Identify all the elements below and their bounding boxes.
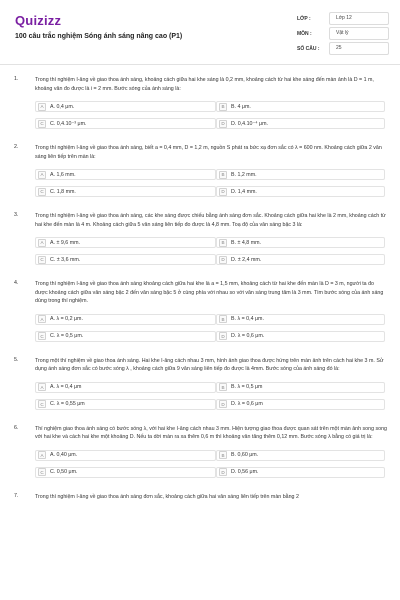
answer-option-d[interactable] (216, 186, 385, 197)
answer-option-a[interactable] (35, 169, 216, 180)
option-text: B. λ = 0,4 μm. (231, 316, 264, 322)
option-letter-badge: C (38, 120, 46, 128)
answer-options (35, 169, 388, 197)
answer-option-c[interactable] (35, 186, 216, 197)
answer-options (35, 237, 388, 265)
answer-option-b[interactable] (216, 314, 385, 325)
option-letter-badge: D (219, 120, 227, 128)
answer-option-c[interactable] (35, 254, 216, 265)
option-letter-badge: A (38, 103, 46, 111)
answer-option-a[interactable] (35, 237, 216, 248)
option-text: A. λ = 0,2 μm. (50, 316, 83, 322)
option-letter-badge: B (219, 171, 227, 179)
option-letter-badge: D (219, 400, 227, 408)
question-item (0, 144, 400, 197)
answer-option-a[interactable] (35, 101, 216, 112)
question-text: Trong thí nghiệm I-âng về giao thoa ánh sáng, biết a = 0,4 mm, D = 1,2 m, nguồn S phát ra bức xạ đơn sắc có λ = 600 nm. Khoảng cách giữa 2 vân sáng liên tiếp trên màn là: (35, 145, 382, 160)
answer-option-a[interactable] (35, 382, 216, 393)
option-text: C. λ = 0,5 μm. (50, 333, 84, 339)
option-text: C. 1,8 mm. (50, 188, 76, 195)
question-item (0, 493, 400, 502)
question-item (0, 357, 400, 410)
answer-options (35, 450, 388, 478)
answer-options (35, 101, 388, 129)
option-text: D. λ = 0,6 μm (231, 401, 263, 407)
option-text: A. 0,40 μm. (50, 452, 78, 458)
answer-option-d[interactable] (216, 118, 385, 129)
question-text: Trong thí nghiệm I-âng về giao thoa ánh sáng, khoảng cách giữa hai khe sáng là 0,2 mm, khoảng cách từ hai khe sáng đến màn ảnh là D = 1 m, khoảng vân đo được là i = 2 mm. Bước sóng của ánh sáng là: (35, 77, 374, 92)
subject-label: MÔN : (297, 30, 312, 37)
answer-option-b[interactable] (216, 382, 385, 393)
meta-panel (297, 11, 389, 56)
question-number: 3. (14, 212, 19, 218)
answer-option-d[interactable] (216, 331, 385, 342)
answer-option-c[interactable] (35, 399, 216, 410)
answer-option-a[interactable] (35, 450, 216, 461)
option-text: A. 0,4 μm. (50, 103, 75, 110)
option-letter-badge: B (219, 103, 227, 111)
option-letter-badge: B (219, 239, 227, 247)
option-letter-badge: C (38, 188, 46, 196)
quizizz-logo: Quizizz (15, 13, 62, 28)
worksheet-header (0, 0, 400, 65)
question-text: Trong thí nghiệm I-âng về giao thoa ánh sáng, các khe sáng được chiếu bằng ánh sáng đơn sắc. Khoảng cách giữa hai khe là 2 mm, khoảng cách từ hai khe đến màn là 4 m. Khoảng cách giữa 5 vân sáng liên tiếp đo được là 4,8 mm. Toạ độ của vân sáng bậc 3 là: (35, 213, 386, 228)
class-label: LỚP : (297, 15, 311, 22)
option-letter-badge: A (38, 315, 46, 323)
question-text: Thí nghiệm giao thoa ánh sáng có bước sóng λ, với hai khe I-âng cách nhau 3 mm. Hiện tượng giao thoa được quan sát trên một màn ảnh song song với hai khe và cách hai khe một khoảng D. Nếu ta dời màn ra xa thêm 0,6 m thì khoảng vân tăng thêm 0,12 mm. Bước sóng λ bằng có giá trị là: (35, 425, 387, 440)
option-text: B. 4 μm. (231, 103, 251, 110)
question-item (0, 425, 400, 478)
answer-option-b[interactable] (216, 237, 385, 248)
option-letter-badge: D (219, 256, 227, 264)
question-text: Trong thí nghiệm I-âng về giao thoa ánh sáng khoảng cách giữa hai khe là a = 1,5 mm, khoảng cách từ hai khe đến màn là D = 3 m, người ta đo được khoảng cách giữa vân sáng bậc 2 đến vân sáng bậc 5 ở cùng phía với nhau so với vân sáng trung tâm là 3 mm. Tìm bước sóng của ánh sáng dùng trong thí nghiệm. (35, 281, 384, 304)
option-text: B. ± 4,8 mm. (231, 239, 261, 246)
question-item (0, 280, 400, 342)
option-letter-badge: C (38, 468, 46, 476)
option-letter-badge: A (38, 239, 46, 247)
answer-option-a[interactable] (35, 314, 216, 325)
answer-options (35, 382, 388, 410)
answer-option-c[interactable] (35, 118, 216, 129)
option-text: C. 0,4.10⁻³ μm. (50, 120, 87, 127)
option-text: D. 0,56 μm. (231, 469, 259, 475)
answer-option-b[interactable] (216, 169, 385, 180)
option-text: C. λ = 0,55 μm (50, 401, 85, 407)
option-text: A. ± 9,6 mm. (50, 239, 80, 246)
option-text: A. λ = 0,4 μm (50, 384, 82, 390)
option-letter-badge: D (219, 188, 227, 196)
question-number: 7. (14, 492, 19, 499)
meta-row-subject (297, 26, 389, 41)
answer-option-d[interactable] (216, 254, 385, 265)
option-text: B. 0,60 μm. (231, 452, 259, 458)
option-text: D. λ = 0,6 μm. (231, 333, 265, 339)
option-text: C. 0,50 μm. (50, 469, 78, 475)
option-text: C. ± 3,6 mm. (50, 256, 81, 263)
option-letter-badge: B (219, 383, 227, 391)
option-letter-badge: D (219, 468, 227, 476)
answer-option-d[interactable] (216, 399, 385, 410)
answer-option-c[interactable] (35, 331, 216, 342)
option-letter-badge: D (219, 332, 227, 340)
option-letter-badge: C (38, 400, 46, 408)
question-number: 4. (14, 280, 19, 286)
option-text: B. 1,2 mm. (231, 171, 257, 178)
question-number: 5. (14, 356, 19, 363)
meta-row-count (297, 41, 389, 56)
question-item (0, 76, 400, 129)
option-text: A. 1,6 mm. (50, 171, 76, 178)
answer-option-c[interactable] (35, 467, 216, 478)
option-letter-badge: C (38, 256, 46, 264)
question-list (0, 76, 400, 516)
option-letter-badge: B (219, 451, 227, 459)
worksheet-title: 100 câu trắc nghiệm Sóng ánh sáng nâng cao (P1) (15, 33, 183, 40)
question-text: Trong một thí nghiệm về giao thoa ánh sáng. Hai khe I-âng cách nhau 3 mm, hình ảnh giao thoa được hứng trên màn ảnh trên cách hai khe 3 m. Sử dụng ánh sáng đơn sắc có bước sóng λ , khoảng cách giữa 9 vân sáng liên tiếp đo được là 4mm. Bước sóng của ánh sáng đó là: (35, 357, 384, 372)
option-text: D. 0,4.10⁻⁴ μm. (231, 120, 268, 127)
answer-options (35, 314, 388, 342)
subject-value: Vật lý (329, 27, 389, 40)
question-number: 6. (14, 424, 19, 431)
question-number: 1. (14, 76, 19, 82)
answer-option-b[interactable] (216, 101, 385, 112)
question-item (0, 212, 400, 265)
answer-option-d[interactable] (216, 467, 385, 478)
option-letter-badge: B (219, 315, 227, 323)
option-letter-badge: C (38, 332, 46, 340)
option-text: D. ± 2,4 mm. (231, 256, 262, 263)
question-count-label: SỐ CÂU : (297, 45, 320, 52)
option-letter-badge: A (38, 383, 46, 391)
option-text: D. 1,4 mm. (231, 188, 257, 195)
option-letter-badge: A (38, 451, 46, 459)
answer-option-b[interactable] (216, 450, 385, 461)
option-text: B. λ = 0,5 μm (231, 384, 263, 390)
class-value: Lớp 12 (329, 12, 389, 25)
question-count-value: 25 (329, 42, 389, 55)
meta-row-class (297, 11, 389, 26)
question-text: Trong thí nghiệm I-âng về giao thoa ánh sáng đơn sắc, khoảng cách giữa hai vân sáng liên tiếp trên màn bằng 2 (35, 493, 299, 500)
question-number: 2. (14, 144, 19, 150)
option-letter-badge: A (38, 171, 46, 179)
